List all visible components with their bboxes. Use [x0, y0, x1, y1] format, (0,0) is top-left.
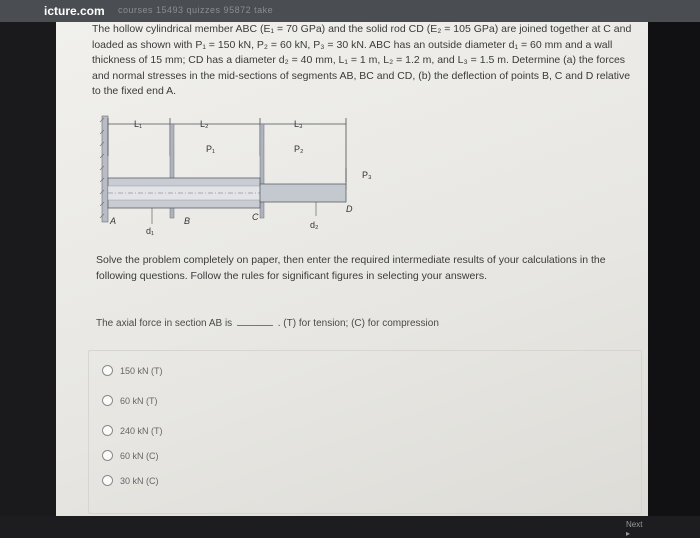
instructions: Solve the problem completely on paper, then enter the required intermediate results of your calculations in the following questions. Follow the rules for significant figures in selecting your answers.	[96, 254, 606, 282]
radio-icon[interactable]	[102, 365, 113, 376]
label-d2: d₂	[310, 220, 319, 230]
option-3[interactable]	[102, 450, 159, 461]
label-C: C	[252, 212, 259, 222]
question-text: The hollow cylindrical member ABC (E₁ = 70 GPa) and the solid rod CD (E₂ = 105 GPa) are joined together at C and loaded as shown with P₁ = 150 kN, P₂ = 60 kN, P₃ = 30 kN. ABC has an outside diameter d₁ = 60 mm and a wall thickness of 15 mm; CD has a diameter d₂ = 40 mm, L₁ = 1 m, L₂ = 1.2 m, and L₃ = 1.5 m. Determine (a) the forces and normal stresses in the mid-sections of segments AB, BC and CD, (b) the deflection of points B, C and D relative to the fixed end A.	[92, 23, 632, 97]
label-L3: L₃	[294, 119, 303, 129]
option-label: 30 kN (C)	[120, 475, 159, 486]
label-P3: P₃	[362, 170, 372, 180]
next-button[interactable]: Next ▸	[626, 520, 643, 538]
answer-options-box	[88, 350, 642, 514]
option-2[interactable]	[102, 425, 163, 436]
option-4[interactable]	[102, 475, 159, 486]
problem-diagram	[96, 112, 396, 252]
prompt-text-after: . (T) for tension; (C) for compression	[277, 318, 439, 329]
label-B: B	[184, 216, 191, 226]
option-0[interactable]	[102, 365, 163, 376]
label-L1: L₁	[134, 119, 143, 129]
flange-C	[260, 124, 264, 218]
left-margin	[0, 22, 56, 516]
label-P1: P₁	[206, 144, 216, 154]
answer-blank	[237, 325, 273, 326]
radio-icon[interactable]	[102, 395, 113, 406]
option-1[interactable]	[102, 395, 158, 406]
radio-icon[interactable]	[102, 475, 113, 486]
option-label: 60 kN (T)	[120, 395, 158, 406]
label-L2: L₂	[200, 119, 209, 129]
label-P2: P₂	[294, 144, 304, 154]
label-D: D	[346, 204, 353, 214]
label-d1: d₁	[146, 226, 155, 236]
solid-rod-CD	[260, 184, 346, 202]
fixed-wall	[102, 116, 108, 222]
url-breadcrumb: courses 15493 quizzes 95872 take	[118, 5, 274, 15]
right-margin	[648, 22, 700, 516]
question-card	[56, 22, 648, 538]
radio-icon[interactable]	[102, 450, 113, 461]
radio-icon[interactable]	[102, 425, 113, 436]
browser-top-bar	[0, 0, 700, 22]
option-label: 240 kN (T)	[120, 425, 163, 436]
fill-in-prompt	[96, 318, 656, 329]
prompt-text-before: The axial force in section AB is	[96, 318, 233, 329]
option-label: 60 kN (C)	[120, 450, 159, 461]
label-A: A	[110, 216, 117, 226]
site-name: icture.com	[44, 4, 105, 18]
option-label: 150 kN (T)	[120, 365, 163, 376]
